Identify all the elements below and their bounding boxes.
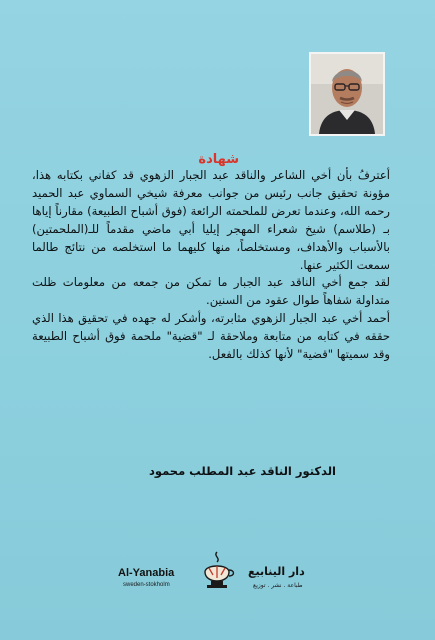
paragraph: أحمد أخي عبد الجبار الزهوي مثابرته، وأشكر له جهده في تحقيق هذا الذي حققه في كتابه من متابعة وملاحقة لـ "قضية" ملحمة فوق أشباح الطبيعة وقد سميتها "قضية" لأنها كذلك بالفعل. [32,311,390,362]
lamp-logo-icon [195,548,239,592]
publisher-tagline-arabic: طباعة . نشر . توزيع [253,582,303,589]
publisher-name-latin: Al-Yanabia [118,567,175,579]
section-heading: شهادة [198,152,239,167]
paragraph: أعترفُ بأن أخي الشاعر والناقد عبد الجبار الزهوي قد كفاني بكتابه هذا، مؤونة تحقيق جانب رئيس من جوانب معرفة شيخي السماوي عبد الحميد رحمه الله، وعندما تعرض للملحمته الرائعة (فوق أشباح الطبيعة) مقارناً إياها بـ (طلاسم) شيخ شعراء المهجر إيليا أبي ماضي مقدماً للـ(الملحمتين) بالأسباب والأهداف، ومستخلصاً، منها كليهما ما استخلصه من نتائج طالما سمعت الكثير عنها. [32,168,390,272]
paragraph: لقد جمع أخي الناقد عبد الجبار ما تمكن من جمعه من معلومات ظلت متداولة شفاهاً طوال عقود من السنين. [32,275,390,308]
publisher-name-arabic: دار الينابيع [248,565,305,578]
portrait-image [311,54,383,134]
publisher-location-latin: sweden-stokholm [123,582,170,588]
author-signature: الدكتور الناقد عبد المطلب محمود [148,464,336,478]
testimonial-text [32,167,390,364]
author-photo [309,52,385,136]
